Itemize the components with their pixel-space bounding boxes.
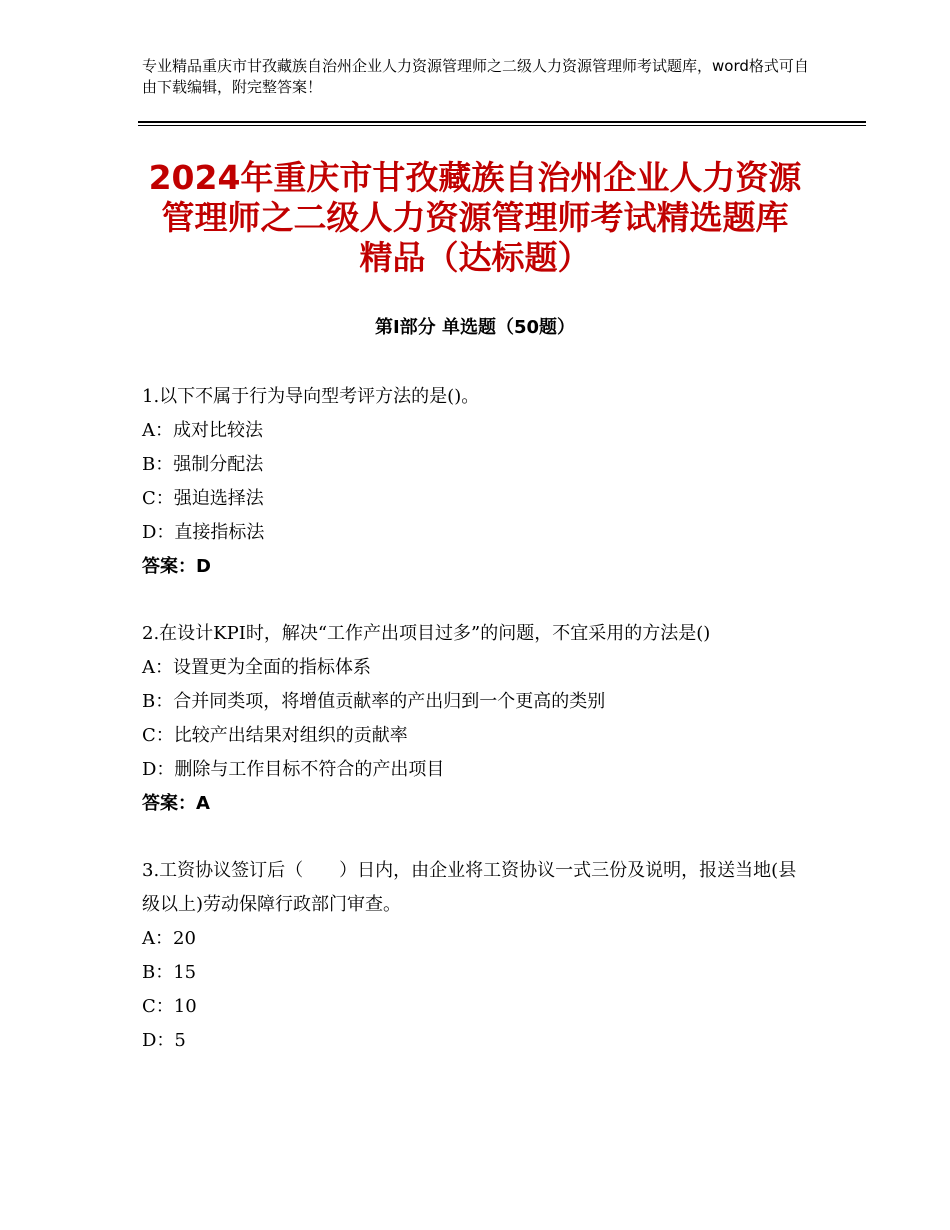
question-1: [142, 380, 802, 584]
question-1-option-c: C：强迫选择法: [142, 488, 264, 509]
document-title-line-1: 2024年重庆市甘孜藏族自治州企业人力资源: [148, 158, 802, 197]
question-2-option-d: D：删除与工作目标不符合的产出项目: [142, 759, 445, 780]
question-3-stem: 3.工资协议签订后（ ）日内，由企业将工资协议一式三份及说明，报送当地(县级以上)劳动保障行政部门审查。: [142, 860, 797, 915]
document-title: [120, 158, 830, 278]
question-list: [142, 380, 802, 1091]
question-2-stem: 2.在设计KPI时，解决“工作产出项目过多”的问题，不宜采用的方法是(): [142, 623, 711, 644]
question-1-option-d: D：直接指标法: [142, 522, 265, 543]
document-title-line-3: 精品（达标题）: [359, 238, 591, 277]
question-3: [142, 854, 802, 1058]
question-1-option-a: A：成对比较法: [142, 420, 263, 441]
question-1-answer: 答案：D: [142, 556, 211, 577]
question-2-option-c: C：比较产出结果对组织的贡献率: [142, 725, 408, 746]
question-1-stem: 1.以下不属于行为导向型考评方法的是()。: [142, 386, 480, 407]
question-3-option-b: B：15: [142, 962, 197, 983]
question-3-option-d: D：5: [142, 1030, 186, 1051]
question-3-option-c: C：10: [142, 996, 197, 1017]
section-title: 第Ⅰ部分 单选题（50题）: [374, 317, 575, 338]
question-1-option-b: B：强制分配法: [142, 454, 264, 475]
question-2-answer: 答案：A: [142, 793, 210, 814]
document-title-line-2: 管理师之二级人力资源管理师考试精选题库: [161, 198, 789, 237]
question-3-option-a: A：20: [142, 928, 196, 949]
header-rule-thin: [138, 125, 866, 126]
question-2-option-b: B：合并同类项，将增值贡献率的产出归到一个更高的类别: [142, 691, 606, 712]
question-2: [142, 617, 802, 821]
question-2-option-a: A：设置更为全面的指标体系: [142, 657, 371, 678]
header-rule-thick: [138, 121, 866, 123]
header-note: 专业精品重庆市甘孜藏族自治州企业人力资源管理师之二级人力资源管理师考试题库，word格式可自由下载编辑，附完整答案！: [142, 57, 809, 96]
